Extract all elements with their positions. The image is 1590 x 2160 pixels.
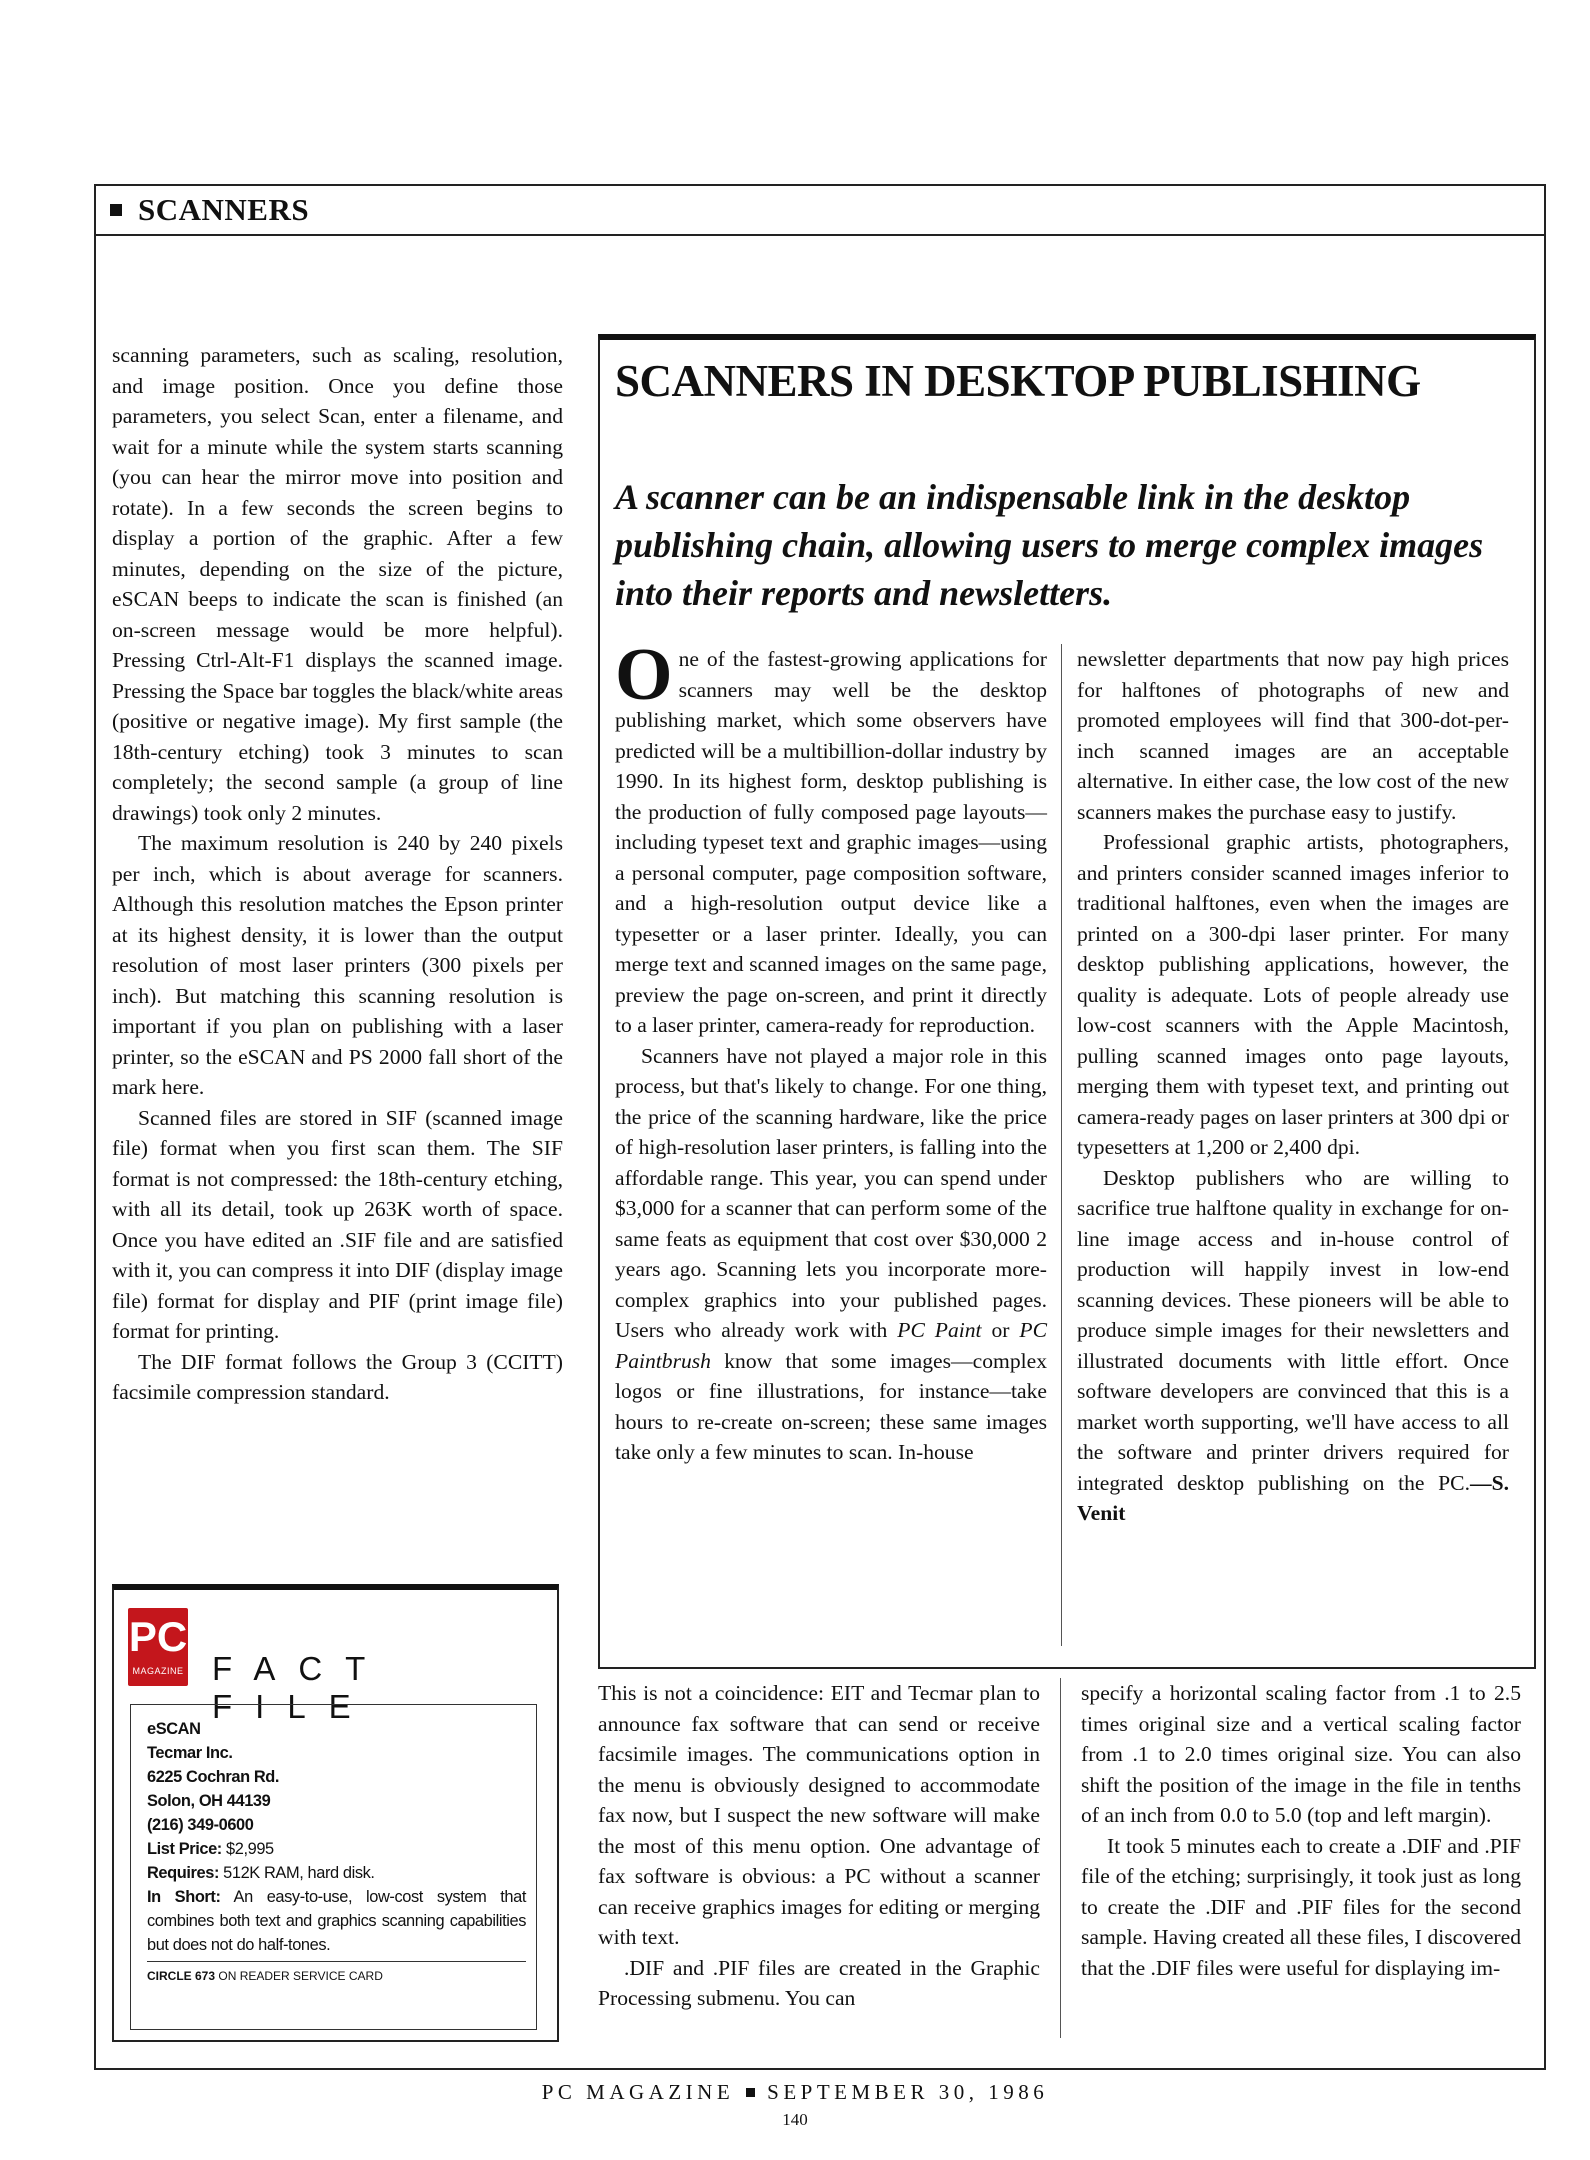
magazine-name: PC MAGAZINE [541,2080,735,2104]
paragraph: The maximum resolution is 240 by 240 pixels per inch, which is about average for scanners. Although this resolution matches the Epson printer at its highest density, it is lower than the output resolution of most laser printers (300 pixels per inch). But matching this scanning resolution is important if you plan on publishing with a laser printer, so the eSCAN and PS 2000 fall short of the mark here. [112,831,563,1099]
circle-text: ON READER SERVICE CARD [218,1969,383,1983]
product-name: eSCAN [147,1720,201,1738]
requires-label: Requires: [147,1864,219,1882]
sidebar-column-2 [1077,644,1509,1529]
short-value: An easy-to-use, low-cost system that combines both text and graphics scanning capabilities but does not do half-tones. [147,1888,526,1954]
fact-file-title: FACT FILE [212,1650,388,1725]
paragraph: It took 5 minutes each to create a .DIF and .PIF file of the etching; surprisingly, it took just as long to create the .DIF and .PIF files for the second sample. Having created all these files, I discovered that the .DIF files were useful for displaying im- [1081,1833,1521,1980]
paragraph-text: or [981,1318,1020,1342]
product-name: PC Paint [897,1318,982,1342]
paragraph [615,1041,1047,1468]
column-rule [1061,644,1062,1646]
address-line: 6225 Cochran Rd. [147,1768,280,1786]
paragraph: This is not a coincidence: EIT and Tecmar plan to announce fax software that can send or receive facsimile images. The communications option in the menu is obviously designed to accommodate fax now, but I suspect the new software will make the most of this menu option. One advantage of fax software is obvious: a PC without a scanner can receive graphics images for editing or merging with text. [598,1681,1040,1949]
sidebar-deck: A scanner can be an indispensable link in the desktop publishing chain, allowing users to merge complex images into their reports and newsletters. [615,477,1484,613]
fact-file-box [112,1584,559,2042]
logo-text: PC [128,1613,188,1660]
requires-value: 512K RAM, hard disk. [223,1864,375,1882]
circle-number: CIRCLE 673 [147,1969,216,1983]
sidebar-box [598,334,1536,1669]
sidebar-title: SCANNERS IN DESKTOP PUBLISHING [615,356,1421,406]
product-name: PC Paintbrush [615,1318,1047,1373]
page-footer [0,2080,1590,2105]
article-frame [94,184,1546,2070]
phone: (216) 349-0600 [147,1816,254,1834]
company: Tecmar Inc. [147,1744,233,1762]
section-header [96,186,1544,236]
pc-magazine-logo [128,1608,188,1686]
paragraph: The DIF format follows the Group 3 (CCITT) facsimile compression standard. [112,1349,563,1404]
bottom-column-1 [598,1678,1040,2014]
main-column-1 [112,340,563,1408]
fact-file-details [130,1704,537,2030]
logo-subtext: MAGAZINE [132,1666,184,1676]
paragraph-text: know that some images—complex logos or fine illustrations, for instance—take hours to re-create on-screen; these same images take only a few minutes to scan. In-house [615,1348,1047,1464]
byline: —S. Venit [1077,1470,1509,1525]
section-bullet-icon [110,204,122,216]
paragraph-text: Scanners have not played a major role in this process, but that's likely to change. For one thing, the price of the scanning hardware, like the price of high-resolution laser printers, is falling into the affordable range. This year, you can spend under $3,000 for a scanner that can perform some of the same feats as equipment that cost over $30,000 2 years ago. Scanning lets you incorporate more-complex graphics into your published pages. Users who already work with [615,1043,1047,1342]
section-label: SCANNERS [138,192,310,227]
paragraph: .DIF and .PIF files are created in the Graphic Processing submenu. You can [598,1955,1040,2010]
footer-bullet-icon [746,2088,755,2097]
address-line: Solon, OH 44139 [147,1792,271,1810]
short-label: In Short: [147,1888,221,1906]
paragraph [1077,1163,1509,1529]
price-value: $2,995 [226,1840,274,1858]
paragraph: specify a horizontal scaling factor from .1 to 2.5 times original size and a vertical scaling factor from .1 to 2.0 times original size. You can also shift the position of the image in the file in tenths of an inch from 0.0 to 5.0 (top and left margin). [1081,1681,1521,1827]
page-number: 140 [782,2110,808,2129]
paragraph: Scanned files are stored in SIF (scanned image file) format when you first scan them. The SIF format is not compressed: the 18th-century etching, with all its detail, took up 263K worth of space. Once you have edited an .SIF file and are satisfied with it, you can compress it into DIF (display image file) format for display and PIF (print image file) format for printing. [112,1105,564,1343]
paragraph-text: Desktop publishers who are willing to sacrifice true halftone quality in exchange for on-line image access and in-house control of production will happily invest in low-end scanning devices. These pioneers will be able to produce simple images for their newsletters and illustrated documents with little effort. Once software developers are convinced that this is a market worth supporting, we'll have access to all the software and printer drivers required for integrated desktop publishing on the PC. [1077,1165,1509,1495]
paragraph [615,634,1047,1041]
column-rule [1060,1678,1061,2038]
drop-cap: O [615,634,673,716]
sidebar-column-1 [615,634,1047,1468]
paragraph: Professional graphic artists, photographers, and printers consider scanned images inferior to traditional halftones, even when the images are printed on a 300-dpi laser printer. For many desktop publishing applications, however, the quality is adequate. Lots of people already use low-cost scanners with the Apple Macintosh, pulling scanned images onto page layouts, merging them with typeset text, and printing out camera-ready pages on laser printers at 300 dpi or typesetters at 1,200 or 2,400 dpi. [1077,830,1509,1159]
paragraph: scanning parameters, such as scaling, resolution, and image position. Once you define those parameters, you select Scan, enter a filename, and wait for a minute while the system starts scanning (you can hear the mirror move into position and rotate). In a few seconds the screen begins to display a portion of the graphic. After a few minutes, depending on the size of the picture, eSCAN beeps to indicate the scan is finished (an on-screen message would be more helpful). Pressing Ctrl-Alt-F1 displays the scanned image. Pressing the Space bar toggles the black/white areas (positive or negative image). My first sample (the 18th-century etching) took 3 minutes to scan completely; the second sample (a group of line drawings) took only 2 minutes. [112,343,563,825]
price-label: List Price: [147,1840,222,1858]
bottom-column-2 [1081,1678,1521,1983]
reader-service-line [147,1961,526,1988]
paragraph: newsletter departments that now pay high prices for halftones of photographs of new and promoted employees will find that 300-dot-per-inch scanned images are an acceptable alternative. In either case, the low cost of the new scanners makes the purchase easy to justify. [1077,647,1509,824]
paragraph-text: ne of the fastest-growing applications for scanners may well be the desktop publishing market, which some observers have predicted will be a multibillion-dollar industry by 1990. In its highest form, desktop publishing is the production of fully composed page layouts—including typeset text and graphic images—using a personal computer, page composition software, and a high-resolution output device like a typesetter or a laser printer. Ideally, you can merge text and scanned images on the same page, preview the page on-screen, and print it directly to a laser printer, camera-ready for reproduction. [615,647,1047,1037]
issue-date: SEPTEMBER 30, 1986 [767,2080,1049,2104]
